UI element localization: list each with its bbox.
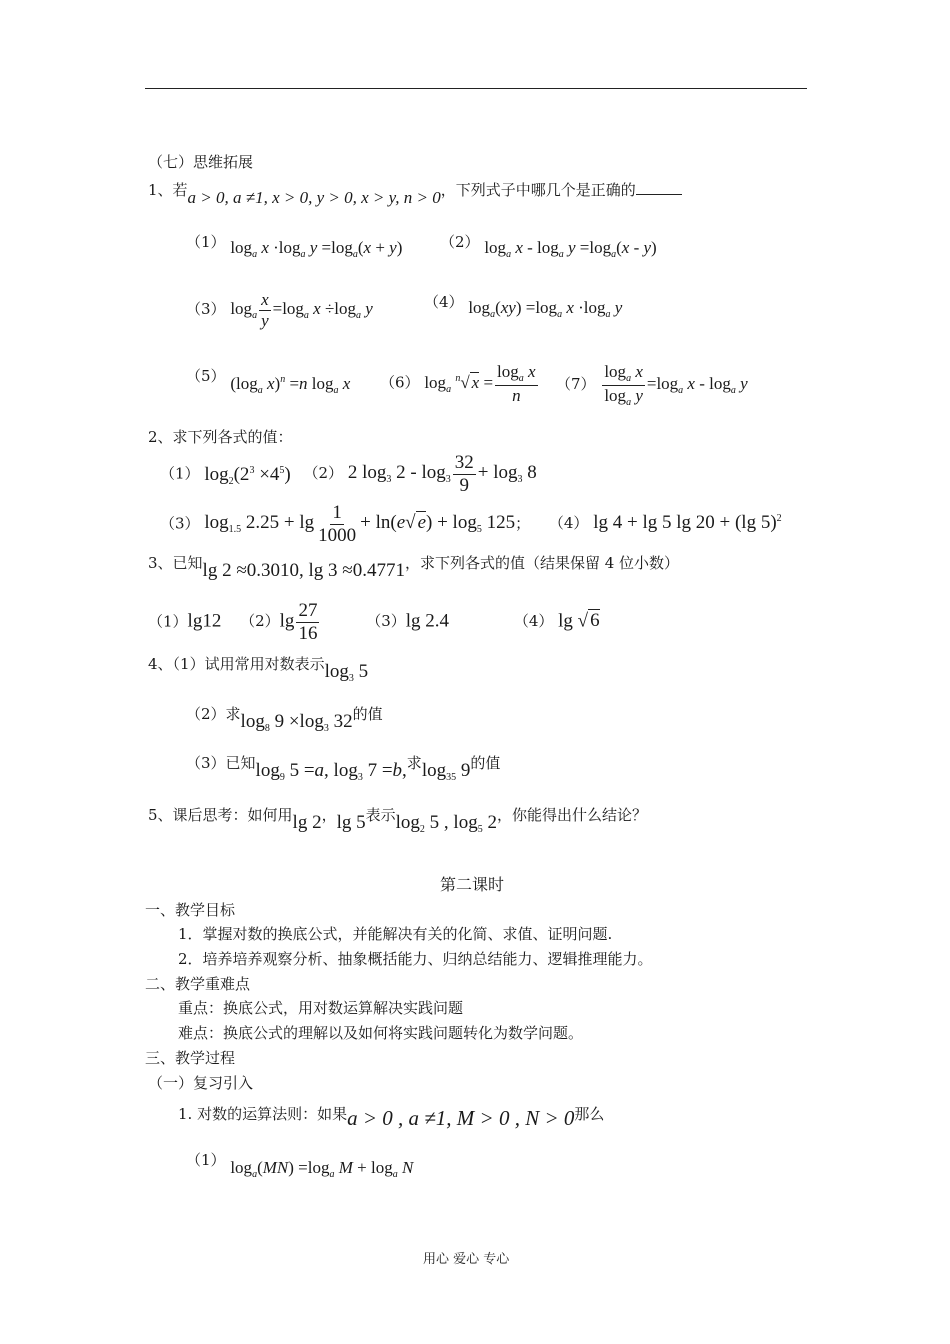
question-4-3: （3）已知$\log_9 5 =a$, $\log_3 7 =b$,求$\log_{35} 9$的值 bbox=[186, 754, 501, 783]
option-7: （7） $\frac{\log_a x}{\log_a y}$ $=\log_a$ x - $\log_a y$ bbox=[556, 362, 748, 408]
key-point: 重点：换底公式，用对数运算解决实践问题 bbox=[178, 999, 464, 1017]
q3-items: （1）lg12 （2）lg $\frac{27}{16}$ （3）lg 2.4 （4） lg √ 6 bbox=[148, 600, 600, 644]
section-heading: （七）思维拓展 bbox=[148, 153, 254, 171]
question-3: 3、已知lg 2 ≈0.3010, lg 3 ≈0.4771，求下列各式的值（结果保留 4 位小数） bbox=[148, 554, 680, 581]
q2-items-3-4: （3） $\log_{1.5} 2.25 + \lg$ $\frac{1}{1000}$ + ln(e√ $e) + \log_5 125$； （4） lg 4 + lg 5 lg 20 + (lg 5)$^2$ bbox=[160, 502, 782, 546]
q2-items-1-2: （1） $\log_2(2^3 \times 4^5)$ （2） 2 $\log_3 2 - \log_3$ $\frac{32}{9}$ + $\log_3 8$ bbox=[160, 452, 537, 496]
question-4-2: （2）求$\log_8 9 \times\log_3$ 32的值 bbox=[186, 705, 383, 734]
log-rule-1: （1） $\log_a(MN) =\log_a$ $M + \log_a N$ bbox=[186, 1151, 414, 1180]
q1-condition: a > 0, a ≠1, x > 0, y > 0, x > y, n > 0 bbox=[187, 188, 441, 207]
answer-blank bbox=[636, 180, 682, 195]
log-rules-intro: 1. 对数的运算法则：如果a > 0 , a ≠1, M > 0 , N > 0那么 bbox=[178, 1105, 605, 1130]
question-1: 1、若a > 0, a ≠1, x > 0, y > 0, x > y, n > 0，下列式子中哪几个是正确的 bbox=[148, 180, 682, 200]
lesson-title: 第二课时 bbox=[440, 875, 505, 894]
option-5: （5） ($\log_a$ x)$^n$ =n $\log_a x$ bbox=[186, 367, 351, 396]
section-key-points: 二、教学重难点 bbox=[145, 975, 251, 993]
question-5: 5、课后思考：如何用lg 2，lg 5表示$\log_2 5$ , $\log_5 2$，你能得出什么结论？ bbox=[148, 806, 647, 835]
page-footer: 用心 爱心 专心 bbox=[423, 1252, 510, 1267]
section-objectives: 一、教学目标 bbox=[145, 901, 236, 919]
objective-1: 1．掌握对数的换底公式，并能解决有关的化简、求值、证明问题. bbox=[178, 925, 613, 943]
subsection-review: （一）复习引入 bbox=[148, 1074, 254, 1092]
question-4-1: 4、（1）试用常用对数表示$\log_3 5$ bbox=[148, 655, 369, 684]
option-6: （6） $\log_a ^n√$ x = $\frac{\log_a x}{n}$ bbox=[380, 362, 536, 405]
header-rule bbox=[145, 88, 807, 89]
option-4: （4） $\log_a(xy) =\log_a$ $x \cdot\log_a$ y bbox=[424, 293, 623, 320]
option-2: （2） $\log_a x - \log_a y =\log_a(x - y)$ bbox=[440, 233, 657, 260]
difficult-point: 难点：换底公式的理解以及如何将实践问题转化为数学问题。 bbox=[178, 1024, 584, 1042]
option-1: （1） $\log_a x \cdot\log_a$ $y =\log_a(x + y)$ bbox=[186, 233, 403, 260]
option-3: （3） $\log_a$ $\frac{x}{y}$ $=\log_a$ $x \div\log_a$ y bbox=[186, 290, 373, 330]
question-2: 2、求下列各式的值： bbox=[148, 428, 293, 446]
q3-condition: lg 2 ≈0.3010, lg 3 ≈0.4771 bbox=[202, 560, 405, 581]
section-process: 三、教学过程 bbox=[145, 1049, 236, 1067]
objective-2: 2．培养培养观察分析、抽象概括能力、归纳总结能力、逻辑推理能力。 bbox=[178, 950, 653, 968]
